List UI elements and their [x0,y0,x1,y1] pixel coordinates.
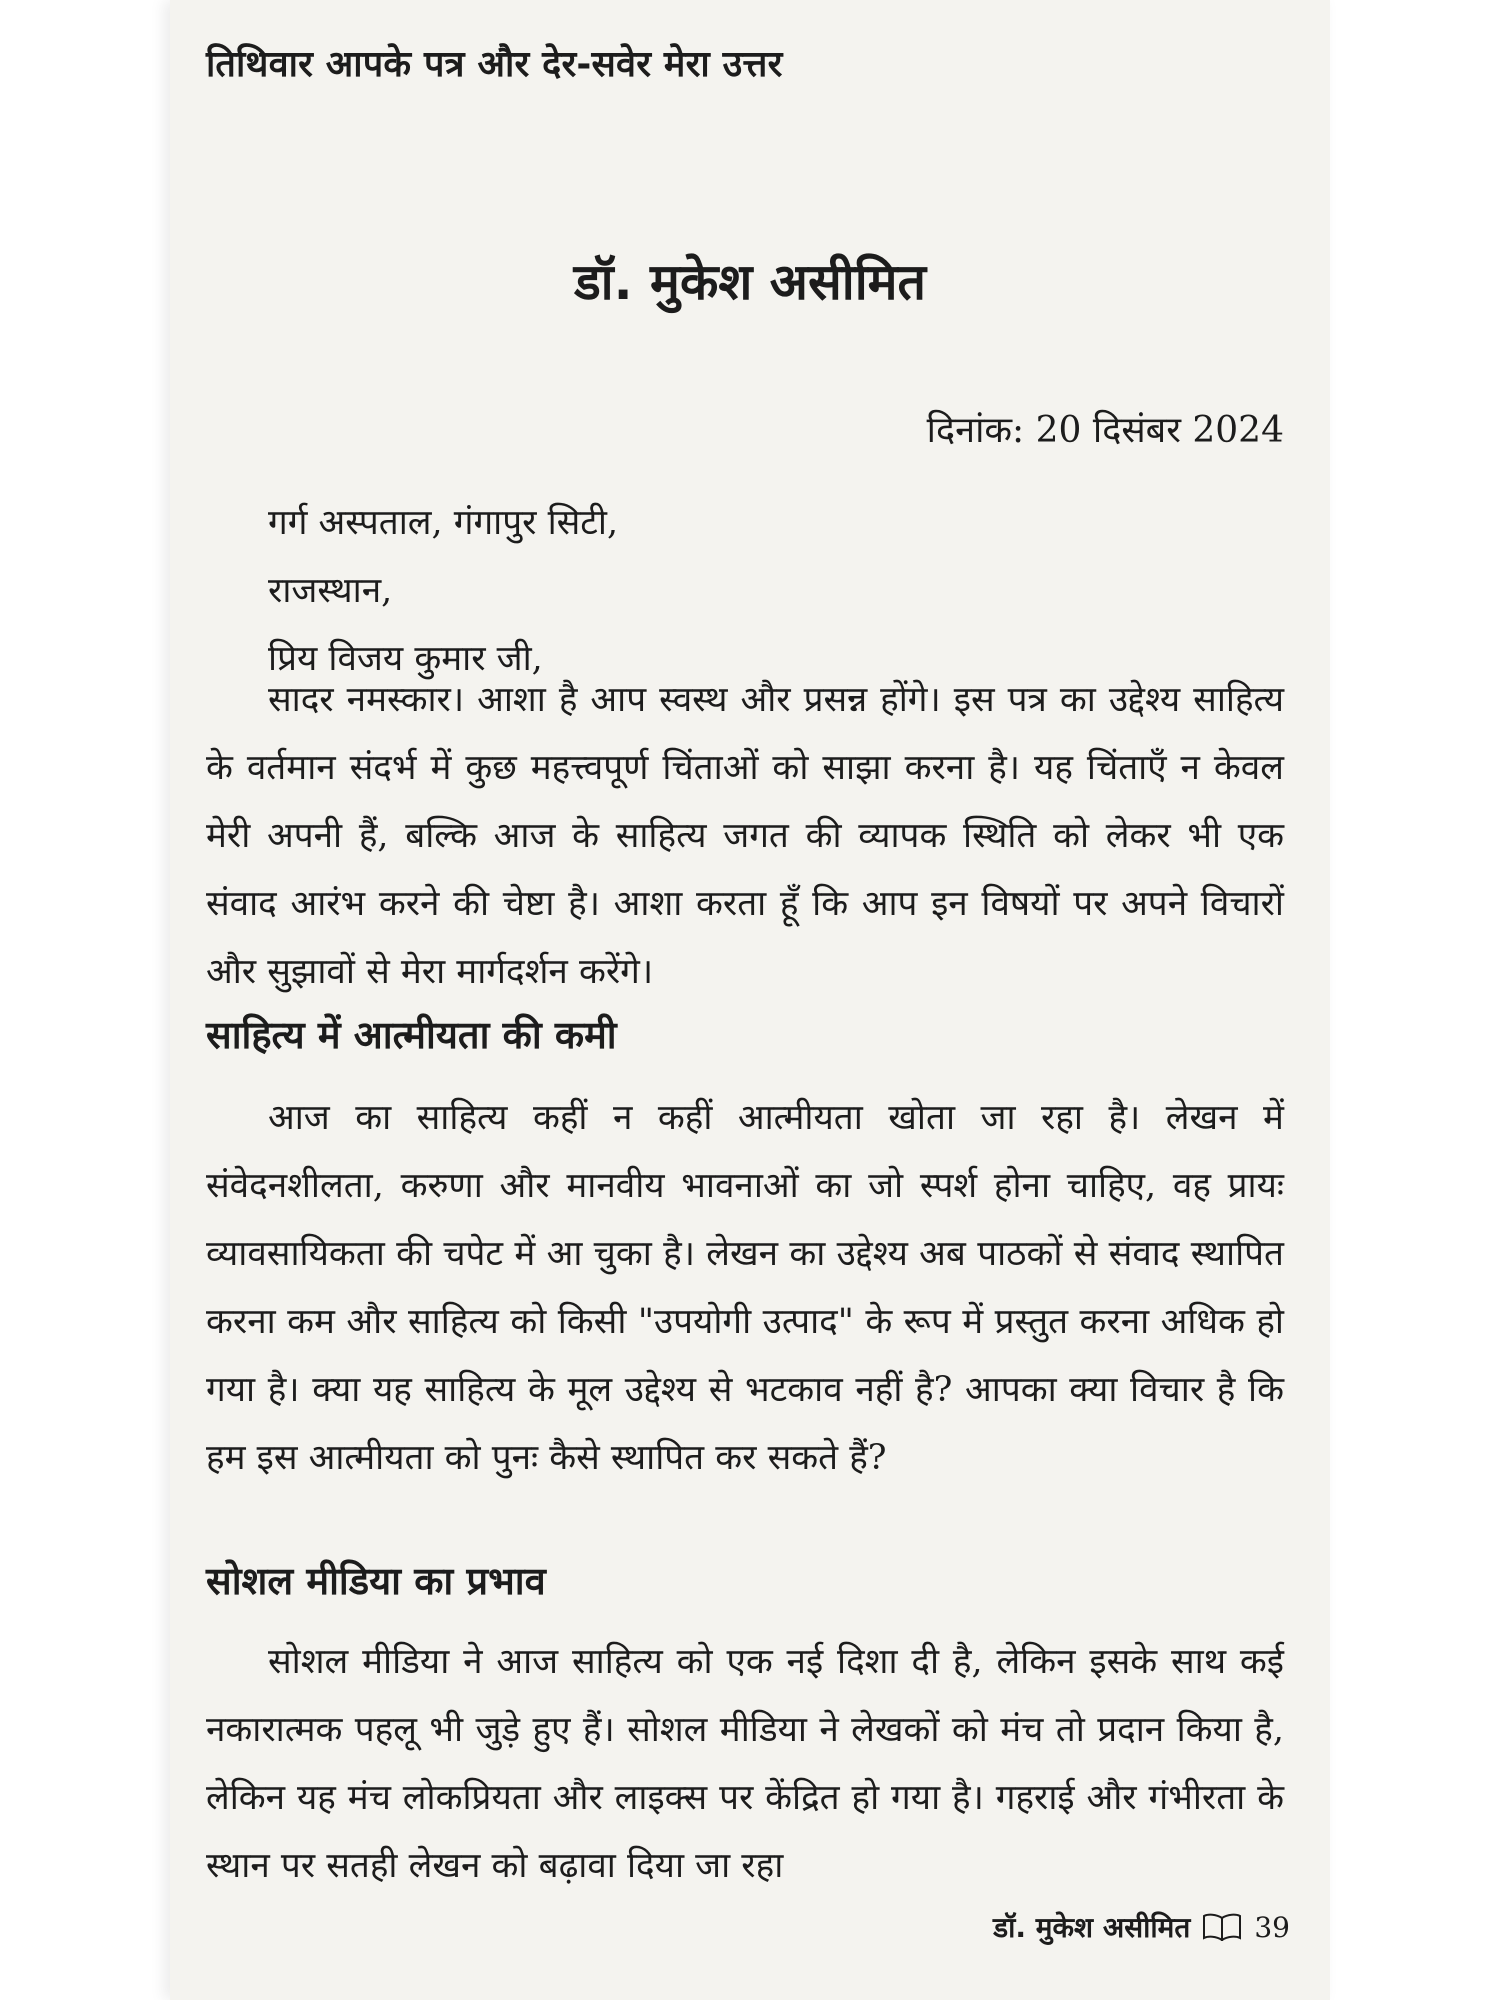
section-heading-social-media: सोशल मीडिया का प्रभाव [206,1559,546,1603]
intro-paragraph: सादर नमस्कार। आशा है आप स्वस्थ और प्रसन्न होंगे। इस पत्र का उद्देश्य साहित्य के वर्तमान संदर्भ में कुछ महत्त्वपूर्ण चिंताओं को साझा करना है। यह चिंताएँ न केवल मेरी अपनी हैं, बल्कि आज के साहित्य जगत की व्यापक स्थिति को लेकर भी एक संवाद आरंभ करने की चेष्टा है। आशा करता हूँ कि आप इन विषयों पर अपने विचारों और सुझावों से मेरा मार्गदर्शन करेंगे। [206,680,1284,992]
footer-author: डॉ. मुकेश असीमित [993,1911,1191,1944]
author-title: डॉ. मुकेश असीमित [573,253,927,311]
address-line-2: राजस्थान, [268,571,393,611]
address-line-1: गर्ग अस्पताल, गंगापुर सिटी, [268,503,619,543]
letter-date: दिनांक: 20 दिसंबर 2024 [926,410,1284,451]
section-heading-intimacy: साहित्य में आत्मीयता की कमी [206,1013,617,1057]
running-header: तिथिवार आपके पत्र और देर-सवेर मेरा उत्तर [206,44,783,85]
page-footer [993,1908,1290,1946]
salutation: प्रिय विजय कुमार जी, [268,639,543,679]
section-paragraph-social-media: सोशल मीडिया ने आज साहित्य को एक नई दिशा दी है, लेकिन इसके साथ कई नकारात्मक पहलू भी जुड़े हुए हैं। सोशल मीडिया ने लेखकों को मंच तो प्रदान किया है, लेकिन यह मंच लोकप्रियता और लाइक्स पर केंद्रित हो गया है। गहराई और गंभीरता के स्थान पर सतही लेखन को बढ़ावा दिया जा रहा [206,1642,1284,1886]
open-book-icon [1202,1913,1242,1941]
section-paragraph-intimacy: आज का साहित्य कहीं न कहीं आत्मीयता खोता जा रहा है। लेखन में संवेदनशीलता, करुणा और मानवीय भावनाओं का जो स्पर्श होना चाहिए, वह प्रायः व्यावसायिकता की चपेट में आ चुका है। लेखन का उद्देश्य अब पाठकों से संवाद स्थापित करना कम और साहित्य को किसी "उपयोगी उत्पाद" के रूप में प्रस्तुत करना अधिक हो गया है। क्या यह साहित्य के मूल उद्देश्य से भटकाव नहीं है? आपका क्या विचार है कि हम इस आत्मीयता को पुनः कैसे स्थापित कर सकते हैं? [206,1098,1284,1478]
page-number: 39 [1254,1910,1290,1944]
book-page [170,0,1330,2000]
